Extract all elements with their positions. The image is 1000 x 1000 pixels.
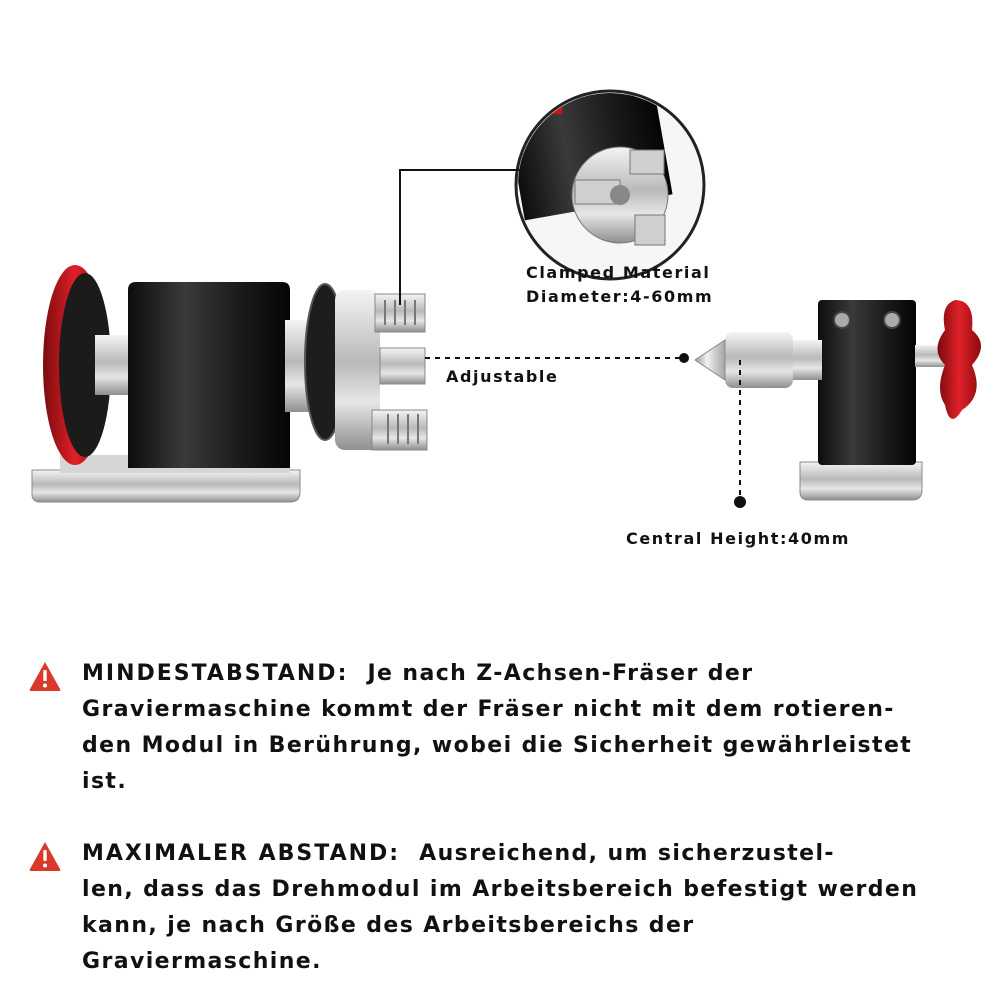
height-dot xyxy=(734,496,746,508)
red-clamp-knob xyxy=(938,300,982,419)
chuck-zoom-inset xyxy=(504,76,705,280)
screw-2 xyxy=(884,312,900,328)
tailstock-base xyxy=(800,462,922,500)
warning-min-line-2: Graviermaschine kommt der Fräser nicht mit dem rotieren- xyxy=(82,697,895,722)
adjustable-label: Adjustable xyxy=(446,367,559,386)
quill-collar xyxy=(725,332,793,388)
warning-max-line-1: Ausreichend, um sicherzustel- xyxy=(419,841,835,866)
clamp-leader-line xyxy=(400,170,520,305)
warning-max-distance xyxy=(28,836,978,980)
rotary-base-plate xyxy=(32,470,300,502)
warning-max-heading: MAXIMALER ABSTAND: xyxy=(82,841,401,866)
warning-min-line-1: Je nach Z-Achsen-Fräser der xyxy=(367,661,754,686)
clamp-label-line2: Diameter:4-60mm xyxy=(526,287,714,306)
screw-1 xyxy=(834,312,850,328)
motor-housing xyxy=(128,282,290,468)
tailstock-quill xyxy=(790,340,822,380)
warning-triangle-icon xyxy=(28,840,62,872)
tailstock-body xyxy=(818,300,916,465)
warning-min-text xyxy=(82,656,978,800)
warning-min-distance xyxy=(28,656,978,800)
warning-triangle-icon xyxy=(28,660,62,692)
tailstock xyxy=(695,300,981,500)
adjustable-dot xyxy=(679,353,689,363)
rotary-module xyxy=(32,265,427,502)
live-center-tip xyxy=(695,340,725,380)
central-height-label: Central Height:40mm xyxy=(626,529,851,548)
chuck-jaws xyxy=(372,294,427,450)
warning-max-line-2: len, dass das Drehmodul im Arbeitsbereich befestigt werden xyxy=(82,877,919,902)
warning-min-heading: MINDESTABSTAND: xyxy=(82,661,349,686)
warning-min-line-4: ist. xyxy=(82,769,128,794)
clamp-label-line1: Clamped Material xyxy=(526,263,711,282)
warning-max-line-3: kann, je nach Größe des Arbeitsbereichs der xyxy=(82,913,695,938)
warning-min-line-3: den Modul in Berührung, wobei die Sicherheit gewährleistet xyxy=(82,733,913,758)
warning-max-line-4: Graviermaschine. xyxy=(82,949,322,974)
warning-max-text xyxy=(82,836,978,980)
